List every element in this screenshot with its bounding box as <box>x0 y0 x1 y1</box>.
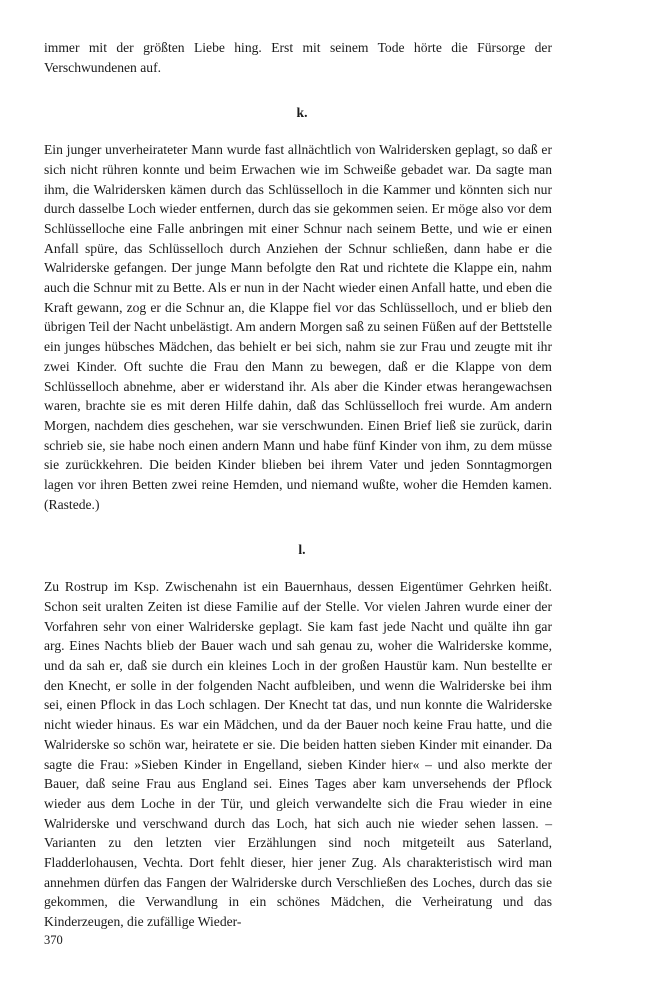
intro-paragraph: immer mit der größten Liebe hing. Erst mit seinem Tode hörte die Fürsorge der Verschwundenen auf. <box>44 40 552 75</box>
section-text-k: Ein junger unverheirateter Mann wurde fast allnächtlich von Walridersken geplagt, so daß er sich nicht rühren konnte und beim Erwachen wie im Schweiße gebadet war. Da sagte man ihm, die Walridersken kämen durch das Schlüsselloch in die Kammer und könnten sich nur durch dasselbe Loch wieder entfernen, durch das sie gekommen seien. Er möge also vor dem Schlüsselloche eine Falle anbringen mit einer Schnur nach seinem Bette, und wie er einen Anfall spüre, das Schlüsselloch durch Anziehen der Schnur schließen, dann habe er die Walriderske gefangen. Der junge Mann befolgte den Rat und richtete die Klappe ein, nahm auch die Schnur mit zu Bette. Als er nun in der Nacht wieder einen Anfall hatte, und eben die Kraft gewann, zog er die Schnur an, die Klappe fiel vor das Schlüsselloch, und er blieb den übrigen Teil der Nacht unbelästigt. Am andern Morgen saß zu seinen Füßen auf der Bettstelle ein junges hübsches Mädchen, das behielt er bei sich, nahm sie zur Frau und zeugte mit ihr zwei Kinder. Oft suchte die Frau den Mann zu bewegen, daß er die Klappe von dem Schlüsselloch abnehme, aber er widerstand ihr. Als aber die Kinder etwas herangewachsen waren, brachte sie es mit deren Hilfe dahin, daß das Schlüsselloch frei wurde. Am andern Morgen, nachdem dies geschehen, war sie verschwunden. Einen Brief ließ sie zurück, darin schrieb sie, sie habe noch einen andern Mann und habe fünf Kinder von ihm, zu dem müsse sie zurückkehren. Die beiden Kinder blieben bei ihrem Vater und jeden Sonntagmorgen lagen vor ihren Betten zwei reine Hemden, und niemand wußte, woher die Hemden kamen. (Rastede.) <box>44 142 552 512</box>
page-number: 370 <box>44 933 63 947</box>
section-heading-k: k. <box>296 105 308 121</box>
section-heading-l: l. <box>298 542 306 558</box>
book-page <box>44 38 552 932</box>
section-text-l: Zu Rostrup im Ksp. Zwischenahn ist ein Bauernhaus, dessen Eigentümer Gehrken heißt. Schon seit uralten Zeiten ist diese Familie auf der Stelle. Vor vielen Jahren wurde einer der Vorfahren sehr von einer Walriderske geplagt. Sie kam fast jede Nacht und quälte ihn gar arg. Eines Nachts blieb der Bauer wach und sah genau zu, woher die Walriderske komme, und da sah er, daß sie durch ein kleines Loch in der großen Haustür kam. Nun bestellte er den Knecht, er solle in der folgenden Nacht aufbleiben, und wenn die Walriderske bei ihm sei, einen Pflock in das Loch schlagen. Der Knecht tat das, und nun konnte die Walriderske nicht wieder hinaus. Es war ein Mädchen, und da der Bauer noch keine Frau hatte, und die Walriderske so schön war, heiratete er sie. Die beiden hatten sieben Kinder mit einander. Da sagte die Frau: »Sieben Kinder in Engelland, sieben Kinder hier« – und also merkte der Bauer, daß seine Frau aus England sei. Eines Tages aber kam unversehends der Pflock wieder aus dem Loche in der Tür, und gleich verwandelte sich die Frau wieder in eine Walriderske und verschwand durch das Loch, hat sich auch nie wieder sehen lassen. – Varianten zu den letzten vier Erzählungen sind noch mitgeteilt aus Saterland, Fladderlohausen, Vechta. Dort fehlt dieser, hier jener Zug. Als charakteristisch wird man annehmen dürfen das Fangen der Walriderske durch Verschließen des Loches, durch das sie gekommen, die Verwandlung in ein schönes Mädchen, die Verheiratung und das Kinderzeugen, die zufällige Wieder- <box>44 579 552 930</box>
